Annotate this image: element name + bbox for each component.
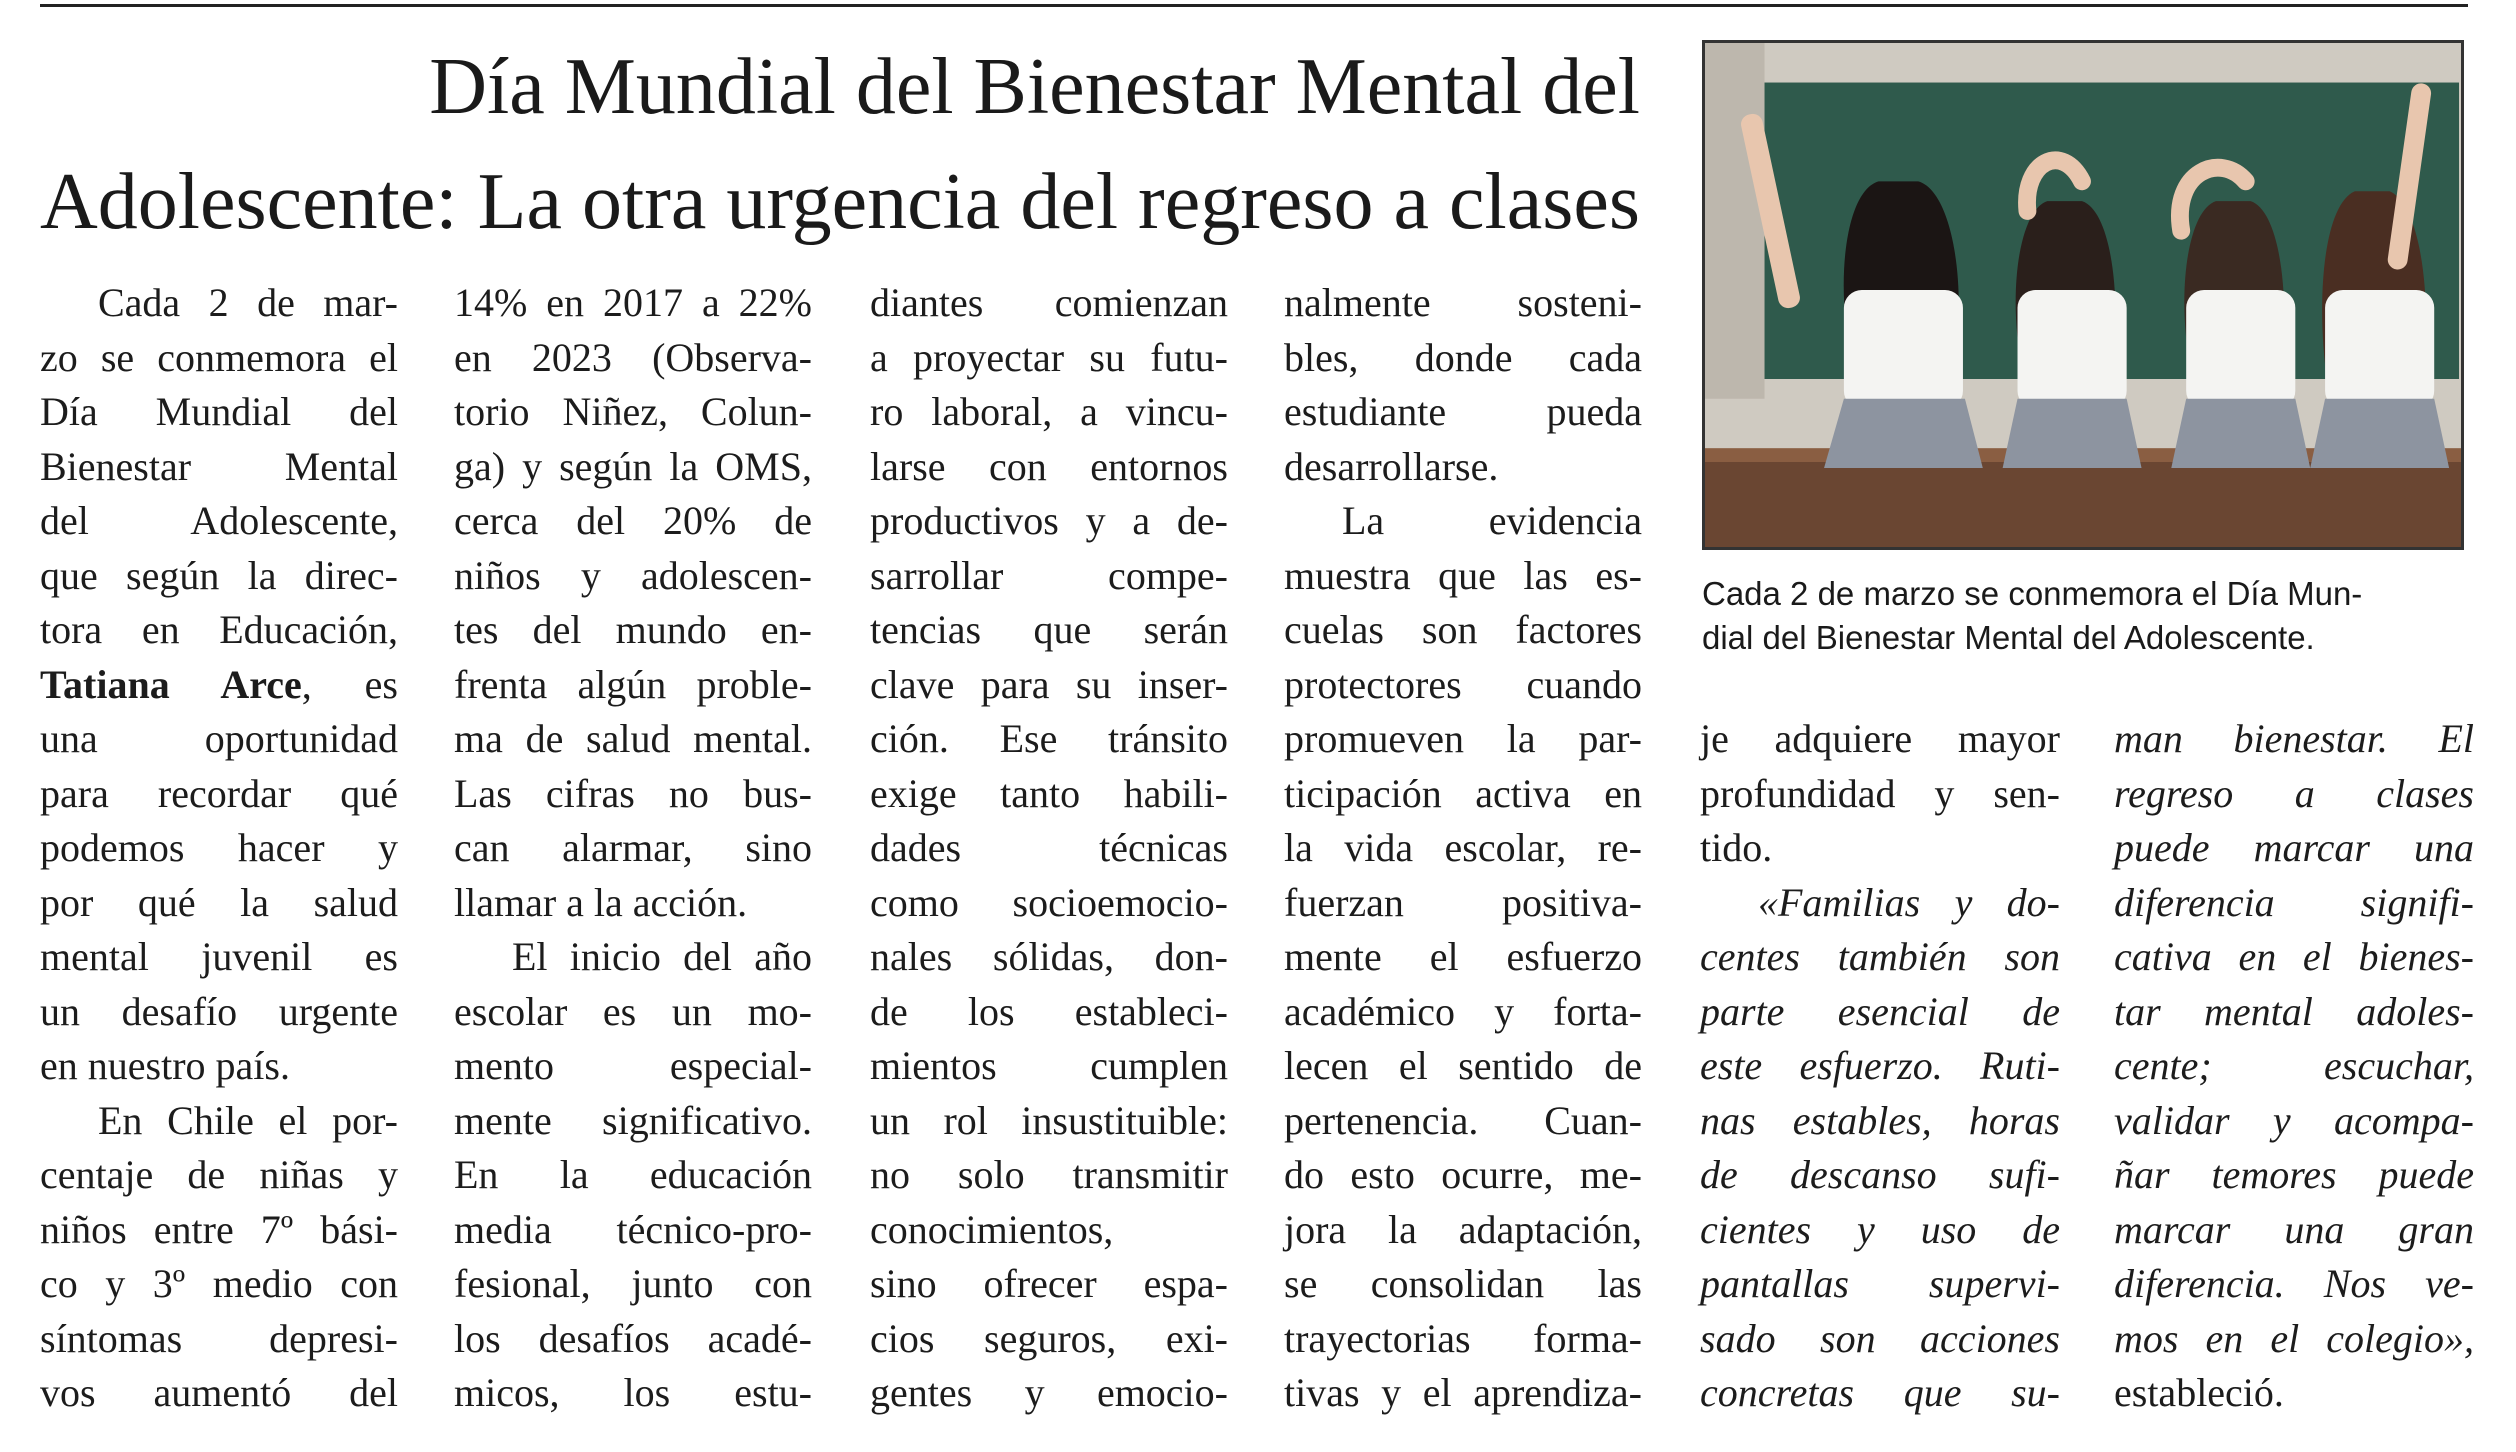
text-line: gentes y emocio- — [870, 1370, 1228, 1415]
text-line: larse con entornos — [870, 443, 1228, 489]
text-line: La evidencia — [1342, 498, 1642, 543]
text-line: El inicio del año — [512, 934, 812, 979]
text-line: mento especial- — [454, 1043, 812, 1088]
text-line: je adquiere mayor — [1700, 716, 2060, 761]
classroom-photo-illustration — [1705, 43, 2461, 547]
text-line: pertenencia. Cuan- — [1284, 1097, 1642, 1143]
text-line: ción. Ese tránsito — [870, 716, 1228, 761]
quote-line: «Familias y do- — [1758, 879, 2060, 925]
text-line: lecen el sentido de — [1284, 1043, 1642, 1088]
text-line: niños y adolescen- — [454, 552, 812, 598]
headline — [40, 30, 1640, 260]
quote-line: man bienestar. El — [2114, 716, 2474, 761]
text-line: do esto ocurre, me- — [1284, 1152, 1642, 1197]
caption-line-1: Cada 2 de marzo se conmemora el Día Mun- — [1702, 575, 2363, 612]
text-line: co y 3º medio con — [40, 1261, 398, 1306]
quote-line: cientes y uso de — [1700, 1206, 2060, 1252]
text-line: cios seguros, exi- — [870, 1315, 1228, 1361]
text-line: trayectorias forma- — [1284, 1315, 1642, 1361]
text-line: sarrollar compe- — [870, 552, 1228, 598]
text-line: mientos cumplen — [870, 1043, 1228, 1088]
text-line: 14% en 2017 a 22% — [454, 280, 812, 325]
text-line: un desafío urgente — [40, 988, 398, 1034]
text-line: productivos y a de- — [870, 498, 1228, 543]
text-line: dades técnicas — [870, 825, 1228, 870]
text-line: En la educación — [454, 1152, 812, 1197]
quote-line: mos en el colegio», — [2114, 1315, 2474, 1361]
text-line: torio Niñez, Colun- — [454, 389, 812, 434]
text-line: bles, donde cada — [1284, 334, 1642, 380]
text-line: se consolidan las — [1284, 1261, 1642, 1306]
text-line: frenta algún proble- — [454, 661, 812, 707]
quote-line: este esfuerzo. Ruti- — [1700, 1043, 2060, 1088]
text-line: los desafíos acadé- — [454, 1315, 812, 1361]
article-column-1 — [40, 276, 398, 1421]
quote-line: cativa en el bienes- — [2114, 934, 2474, 979]
quote-line: diferencia. Nos ve- — [2114, 1261, 2474, 1306]
text-line: en 2023 (Observa- — [454, 334, 812, 380]
author-suffix: , es — [301, 661, 398, 707]
text-line-with-author — [40, 658, 398, 713]
author-name: Tatiana Arce — [40, 661, 302, 707]
text-line: ga) y según la OMS, — [454, 443, 812, 489]
text-line: Cada 2 de mar- — [98, 280, 398, 325]
quote-line: diferencia signifi- — [2114, 879, 2474, 925]
article-column-4 — [1284, 276, 1642, 1421]
article-column-6 — [2114, 712, 2474, 1421]
text-line: ro laboral, a vincu- — [870, 389, 1228, 434]
quote-line: sado son acciones — [1700, 1315, 2060, 1361]
text-line: promueven la par- — [1284, 716, 1642, 761]
text-line: a proyectar su futu- — [870, 334, 1228, 380]
text-line: un rol insustituible: — [870, 1097, 1228, 1143]
text-line: cerca del 20% de — [454, 498, 812, 543]
text-line: tora en Educación, — [40, 607, 398, 652]
text-line: cuelas son factores — [1284, 607, 1642, 652]
text-line: para recordar qué — [40, 770, 398, 816]
text-line: del Adolescente, — [40, 498, 398, 543]
text-line: ticipación activa en — [1284, 770, 1642, 816]
quote-line: parte esencial de — [1700, 988, 2060, 1034]
text-line: conocimientos, — [870, 1206, 1114, 1252]
text-line: muestra que las es- — [1284, 552, 1642, 598]
text-line: sino ofrecer espa- — [870, 1261, 1228, 1306]
text-line: podemos hacer y — [40, 825, 398, 870]
text-line: estudiante pueda — [1284, 389, 1642, 434]
classroom-photo — [1702, 40, 2464, 550]
quote-line: validar y acompa- — [2114, 1097, 2474, 1143]
text-line: media técnico-pro- — [454, 1206, 812, 1252]
photo-caption — [1702, 572, 2472, 660]
text-line: nales sólidas, don- — [870, 934, 1228, 979]
headline-line-2: Adolescente: La otra urgencia del regreso a clases — [40, 158, 1640, 246]
quote-line: puede marcar una — [2114, 825, 2474, 870]
text-line: exige tanto habili- — [870, 770, 1228, 816]
article-column-5 — [1700, 712, 2060, 1421]
text-line: diantes comienzan — [870, 280, 1228, 325]
text-line: fuerzan positiva- — [1284, 879, 1642, 925]
text-line: ma de salud mental. — [454, 716, 812, 761]
text-line: en nuestro país. — [40, 1043, 290, 1088]
headline-line-1: Día Mundial del Bienestar Mental del — [429, 43, 1640, 131]
text-line: Las cifras no bus- — [454, 770, 812, 816]
text-line: la vida escolar, re- — [1284, 825, 1642, 870]
text-line: En Chile el por- — [98, 1097, 398, 1143]
text-line: tivas y el aprendiza- — [1284, 1370, 1642, 1415]
text-line: mental juvenil es — [40, 934, 398, 979]
text-line: centaje de niñas y — [40, 1152, 398, 1197]
text-line: jora la adaptación, — [1284, 1206, 1642, 1252]
text-line: como socioemocio- — [870, 879, 1228, 925]
text-line: tencias que serán — [870, 607, 1228, 652]
quote-line: tar mental adoles- — [2114, 988, 2474, 1034]
text-line: académico y forta- — [1284, 988, 1642, 1034]
text-line: mente significativo. — [454, 1097, 812, 1143]
text-line: por qué la salud — [40, 879, 398, 925]
quote-line: nas estables, horas — [1700, 1097, 2060, 1143]
text-line: estableció. — [2114, 1370, 2284, 1415]
text-line: tes del mundo en- — [454, 607, 812, 652]
text-line: profundidad y sen- — [1700, 770, 2060, 816]
text-line: vos aumentó del — [40, 1370, 398, 1415]
text-line: tido. — [1700, 825, 1773, 870]
quote-line: pantallas supervi- — [1700, 1261, 2060, 1306]
text-line: mente el esfuerzo — [1284, 934, 1642, 979]
text-line: can alarmar, sino — [454, 825, 812, 870]
text-line: niños entre 7º bási- — [40, 1206, 398, 1252]
text-line: que según la direc- — [40, 552, 398, 598]
text-line: zo se conmemora el — [40, 334, 398, 380]
text-line: síntomas depresi- — [40, 1315, 398, 1361]
quote-line: marcar una gran — [2114, 1206, 2474, 1252]
article-column-2 — [454, 276, 812, 1421]
text-line: llamar a la acción. — [454, 879, 748, 925]
top-rule — [40, 4, 2468, 7]
text-line: fesional, junto con — [454, 1261, 812, 1306]
quote-line: cente; escuchar, — [2114, 1043, 2474, 1088]
text-line: no solo transmitir — [870, 1152, 1228, 1197]
text-line: protectores cuando — [1284, 661, 1642, 707]
text-line: Bienestar Mental — [40, 443, 398, 489]
caption-line-2: dial del Bienestar Mental del Adolescente. — [1702, 619, 2315, 656]
quote-line: regreso a clases — [2114, 770, 2474, 816]
text-line: escolar es un mo- — [454, 988, 812, 1034]
article-column-3 — [870, 276, 1228, 1421]
text-line: nalmente sosteni- — [1284, 280, 1642, 325]
text-line: Día Mundial del — [40, 389, 398, 434]
quote-line: de descanso sufi- — [1700, 1152, 2060, 1197]
text-line: micos, los estu- — [454, 1370, 812, 1415]
quote-line: concretas que su- — [1700, 1370, 2060, 1415]
text-line: clave para su inser- — [870, 661, 1228, 707]
text-line: desarrollarse. — [1284, 443, 1499, 489]
text-line: de los estableci- — [870, 988, 1228, 1034]
text-line: una oportunidad — [40, 716, 398, 761]
quote-line: centes también son — [1700, 934, 2060, 979]
quote-line: ñar temores puede — [2114, 1152, 2474, 1197]
